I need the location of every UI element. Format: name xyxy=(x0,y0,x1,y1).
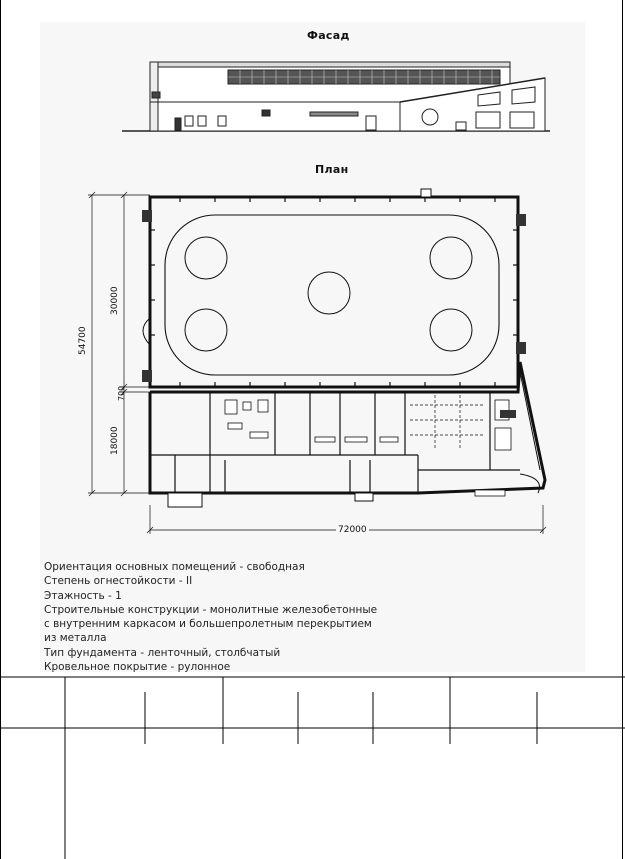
note-structure-2: с внутренним каркасом и большепролетным перекрытием xyxy=(44,618,372,631)
plan-title: План xyxy=(315,163,349,176)
dim-total-height: 54700 xyxy=(78,326,88,355)
note-fire-resistance: Степень огнестойкости - II xyxy=(44,575,193,588)
facade-title: Фасад xyxy=(307,29,350,42)
facade-elevation xyxy=(122,62,550,131)
note-roofing: Кровельное покрытие - рулонное xyxy=(44,661,231,674)
dim-rink-height: 30000 xyxy=(110,286,120,315)
note-structure-3: из металла xyxy=(44,632,107,645)
dim-gap: 700 xyxy=(117,385,126,401)
note-structure-1: Строительные конструкции - монолитные железобетонные xyxy=(44,603,378,616)
title-block-grid xyxy=(0,677,625,859)
dim-service-height: 18000 xyxy=(110,426,120,455)
note-orientation: Ориентация основных помещений - свободная xyxy=(44,561,305,573)
dim-total-width: 72000 xyxy=(338,525,367,535)
note-foundation: Тип фундамента - ленточный, столбчатый xyxy=(44,646,281,659)
spec-notes xyxy=(44,560,377,674)
note-floors: Этажность - 1 xyxy=(44,589,122,602)
plan-drawing xyxy=(88,189,546,534)
